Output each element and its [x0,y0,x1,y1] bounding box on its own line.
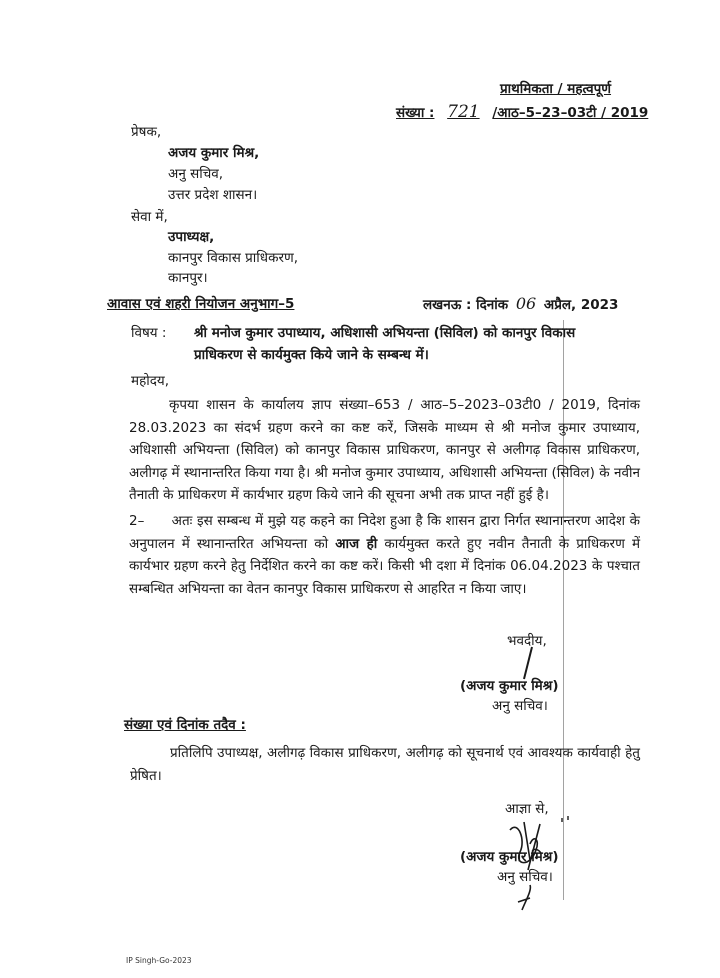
reference-handwritten-number: 721 [447,102,480,122]
sender-designation: अनु सचिव, [168,166,224,182]
subject-label: विषय : [131,325,167,341]
department-section: आवास एवं शहरी नियोजन अनुभाग–5 [107,296,295,312]
sender-office: उत्तर प्रदेश शासन। [168,187,258,203]
letter-date [423,293,618,316]
signature-1-designation: अनु सचिव। [492,698,548,714]
body-paragraph-1: कृपया शासन के कार्यालय ज्ञाप संख्या–653 / आठ–5–2023–03टी0 / 2019, दिनांक 28.03.2023 का संदर्भ ग्रहण करने का कष्ट करें, जिसके माध्यम से श्री मनोज कुमार उपाध्याय, अधिशासी अभियन्ता (सिविल) को कानपुर विकास प्राधिकरण, कानपुर से अलीगढ़ विकास प्राधिकरण, अलीगढ़ में स्थानान्तरित किया गया है। श्री मनोज कुमार उपाध्याय, अधिशासी अभियन्ता (सिविल) के नवीन तैनाती के प्राधिकरण में कार्यभार ग्रहण किये जाने की सूचना अभी तक प्राप्त नहीं हुई है। [129,397,640,503]
recipient-city: कानपुर। [168,270,208,286]
reference-number [396,101,648,124]
body-paragraph-2 [129,510,640,600]
recipient-label: सेवा में, [131,209,168,225]
paragraph-2-emphasis: आज ही [335,535,378,552]
salutation: महोदय, [131,373,170,389]
subject-line-2: प्राधिकरण से कार्यमुक्त किये जाने के सम्बन्ध में। [194,347,429,363]
subject-line-1: श्री मनोज कुमार उपाध्याय, अधिशासी अभियन्ता (सिविल) को कानपुर विकास [194,325,576,341]
paragraph-2-text-b: कार्यमुक्त करते हुए नवीन तैनाती के प्राधिकरण में कार्यभार ग्रहण करने हेतु निर्देशित करने का कष्ट करें। किसी भी दशा में दिनांक 06.04.2023 के पश्चात सम्बन्धित अभियन्ता का वेतन कानपुर विकास प्राधिकरण से आहरित न किया जाए। [129,535,641,597]
copy-text: प्रतिलिपि उपाध्यक्ष, अलीगढ़ विकास प्राधिकरण, अलीगढ़ को सूचनार्थ एवं आवश्यक कार्यवाही हेतु प्रेषित। [130,745,640,784]
recipient-office: कानपुर विकास प्राधिकरण, [168,250,299,266]
date-prefix: लखनऊ : दिनांक [423,297,509,313]
signature-closing: भवदीय, [507,633,547,649]
priority-label: प्राथमिकता / महत्वपूर्ण [500,81,612,97]
date-handwritten-day: 06 [515,294,537,313]
recipient-designation: उपाध्यक्ष, [168,229,215,245]
paragraph-2-text-a: अतः इस सम्बन्ध में मुझे यह कहने का निदेश हुआ है कि शासन द्वारा निर्गत स्थानान्तरण आदेश के अनुपालन में स्थानान्तरित अभियन्ता को [129,513,641,552]
sender-name: अजय कुमार मिश्र, [168,145,260,161]
signature-1-name: (अजय कुमार मिश्र) [460,678,559,694]
by-order-label: आज्ञा से, [505,801,549,817]
paragraph-2-number: 2– [129,513,145,529]
signature-2-name: (अजय कुमार मिश्र) [460,849,559,865]
sender-label: प्रेषक, [131,124,162,140]
signature-2-designation: अनु सचिव। [497,869,553,885]
footer-code: IP Singh-Go-2023 [126,956,192,965]
reference-label: संख्या : [396,105,435,121]
copy-heading: संख्या एवं दिनांक तदैव : [124,717,246,733]
date-suffix: अप्रैल, 2023 [543,297,619,313]
reference-file-code: /आठ–5–23–03टी / 2019 [492,105,649,121]
